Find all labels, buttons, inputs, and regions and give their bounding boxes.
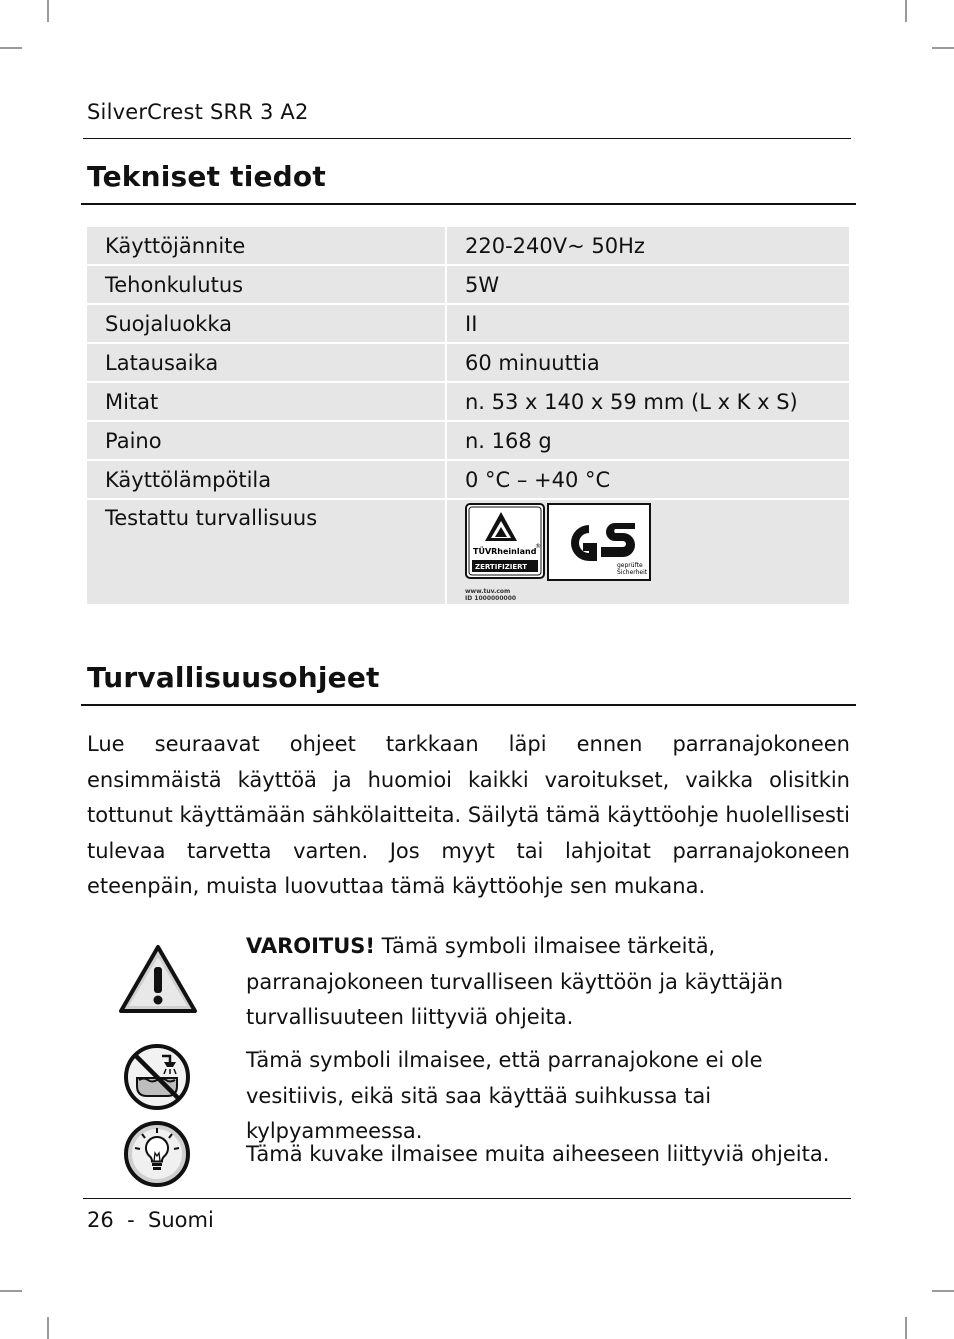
footer-language: Suomi	[148, 1208, 214, 1232]
gs-caption: Sicherheit	[617, 569, 648, 576]
spec-row	[86, 499, 850, 605]
lightbulb-icon	[122, 1119, 192, 1193]
spec-label: Mitat	[86, 382, 446, 421]
document-header: SilverCrest SRR 3 A2	[87, 100, 309, 124]
spec-value: 0 °C – +40 °C	[446, 460, 850, 499]
no-water-icon	[122, 1042, 192, 1116]
spec-value: 220-240V~ 50Hz	[446, 226, 850, 265]
water-description: Tämä symboli ilmaisee, että parranajokone ei ole vesitiivis, eikä sitä saa käyttää suihkussa tai kylpyammeessa.	[246, 1048, 763, 1143]
gs-certification-icon	[547, 503, 651, 586]
spec-value: n. 168 g	[446, 421, 850, 460]
crop-mark	[932, 47, 954, 49]
crop-mark	[47, 1317, 49, 1339]
section-rule	[81, 203, 856, 205]
crop-mark	[0, 1290, 22, 1292]
tuv-badge-text: ZERTIFIZIERT	[475, 563, 528, 571]
section-heading-safety: Turvallisuusohjeet	[87, 661, 380, 694]
intro-paragraph: Lue seuraavat ohjeet tarkkaan läpi ennen parranajokoneen ensimmäistä käyttöä ja huomioi kaikki varoitukset, vaikka olisitkin tottunut käyttämään sähkölaitteita. Säilytä tämä käyttöohje huolellisesti tulevaa tarvetta varten. Jos myyt tai lahjoitat parranajokoneen eteenpäin, muista luovuttaa tämä käyttöohje sen mukana.	[87, 732, 850, 898]
warning-triangle-icon	[118, 943, 198, 1019]
info-description: Tämä kuvake ilmaisee muita aiheeseen liittyviä ohjeita.	[246, 1142, 830, 1166]
crop-mark	[0, 47, 22, 49]
warning-description	[246, 929, 856, 1036]
spec-row	[86, 304, 850, 343]
section-rule	[81, 704, 856, 706]
crop-mark	[905, 0, 907, 22]
crop-mark	[47, 0, 49, 22]
spec-value	[446, 499, 850, 605]
spec-value: 5W	[446, 265, 850, 304]
spec-label: Käyttölämpötila	[86, 460, 446, 499]
spec-label: Paino	[86, 421, 446, 460]
footer-rule	[83, 1198, 851, 1199]
spec-label: Testattu turvallisuus	[86, 499, 446, 605]
crop-mark	[932, 1290, 954, 1292]
spec-value: II	[446, 304, 850, 343]
spec-label: Tehonkulutus	[86, 265, 446, 304]
spec-value: n. 53 x 140 x 59 mm (L x K x S)	[446, 382, 850, 421]
certification-marks	[465, 503, 849, 602]
warning-label: VAROITUS!	[246, 934, 375, 958]
crop-mark	[905, 1317, 907, 1339]
page-footer	[87, 1208, 214, 1232]
footer-separator: -	[127, 1208, 135, 1232]
spec-row	[86, 382, 850, 421]
spec-table	[85, 225, 851, 606]
tuv-reg-mark: ®	[535, 543, 541, 550]
gs-caption: geprüfte	[617, 562, 643, 569]
spec-label: Käyttöjännite	[86, 226, 446, 265]
tuv-certification-icon	[465, 503, 545, 602]
spec-value: 60 minuuttia	[446, 343, 850, 382]
spec-label: Suojaluokka	[86, 304, 446, 343]
spec-row	[86, 343, 850, 382]
header-rule	[83, 138, 851, 139]
spec-row	[86, 421, 850, 460]
tuv-brand-text: TÜVRheinland	[473, 547, 537, 556]
spec-row	[86, 265, 850, 304]
spec-row	[86, 226, 850, 265]
section-heading-tech: Tekniset tiedot	[87, 160, 326, 193]
spec-row	[86, 460, 850, 499]
spec-label: Latausaika	[86, 343, 446, 382]
warning-text: Tämä symboli ilmaisee tärkeitä, parranajokoneen turvalliseen käyttöön ja käyttäjän turvallisuuteen liittyviä ohjeita.	[246, 934, 784, 1029]
page-number: 26	[87, 1208, 114, 1232]
cert-id: www.tuv.com ID 1000000000	[465, 588, 517, 602]
